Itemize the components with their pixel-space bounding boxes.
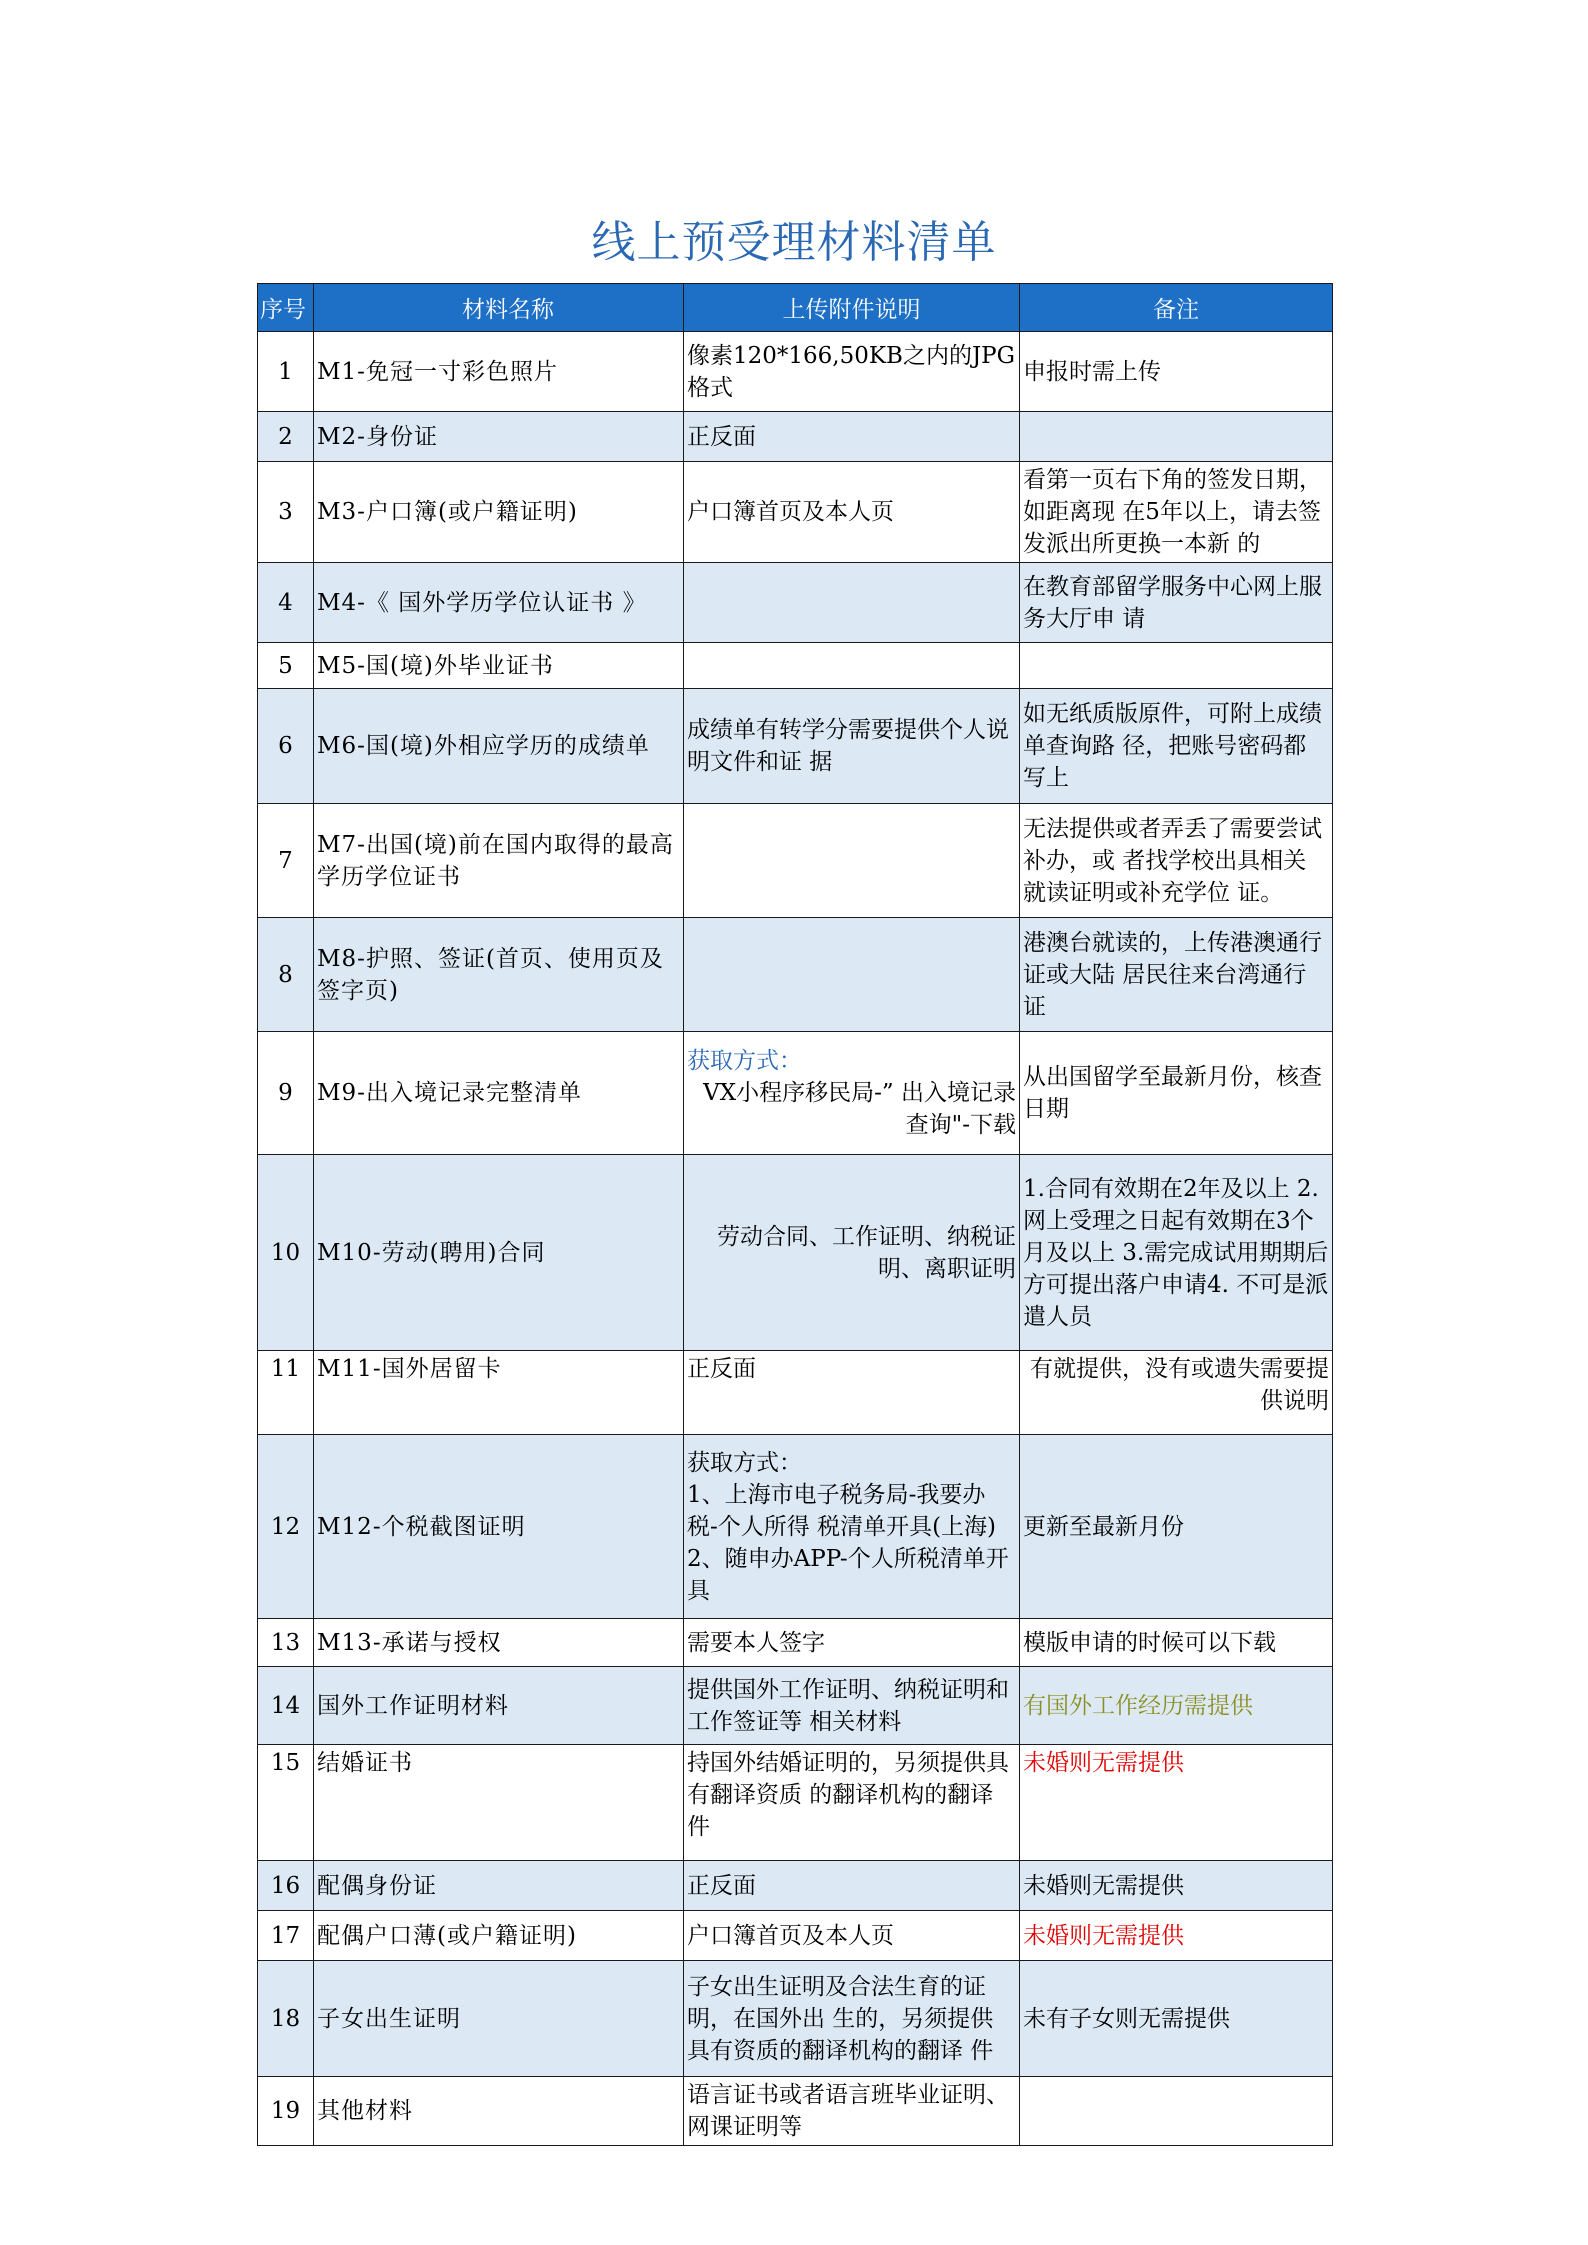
row-desc: 持国外结婚证明的，另须提供具有翻译资质 的翻译机构的翻译件 [684, 1745, 1020, 1861]
row-note: 无法提供或者弄丢了需要尝试补办，或 者找学校出具相关就读证明或补充学位 证。 [1020, 804, 1333, 918]
row-index: 11 [258, 1351, 314, 1435]
row-note: 1.合同有效期在2年及以上 2.网上受理之日起有效期在3个月及以上 3.需完成试用期期后方可提出落户申请4. 不可是派遣人员 [1020, 1155, 1333, 1351]
row-note: 未有子女则无需提供 [1020, 1961, 1333, 2077]
row-name: 其他材料 [314, 2077, 684, 2146]
table-row [258, 1032, 1333, 1155]
table-row [258, 689, 1333, 804]
table-row [258, 643, 1333, 689]
desc-label: 获取方式： [687, 1048, 802, 1074]
table-header-row [258, 284, 1333, 332]
row-index: 12 [258, 1435, 314, 1619]
row-name: M5-国(境)外毕业证书 [314, 643, 684, 689]
row-name: M4-《 国外学历学位认证书 》 [314, 563, 684, 643]
page-title: 线上预受理材料清单 [591, 217, 997, 268]
row-desc: 户口簿首页及本人页 [684, 1911, 1020, 1961]
row-index: 13 [258, 1619, 314, 1667]
table-row [258, 332, 1333, 412]
row-desc [684, 1435, 1020, 1619]
header-name: 材料名称 [314, 284, 684, 332]
header-desc: 上传附件说明 [684, 284, 1020, 332]
row-desc: 成绩单有转学分需要提供个人说明文件和证 据 [684, 689, 1020, 804]
row-note: 如无纸质版原件，可附上成绩单查询路 径，把账号密码都写上 [1020, 689, 1333, 804]
row-desc: 像素120*166,50KB之内的JPG格式 [684, 332, 1020, 412]
row-name: M11-国外居留卡 [314, 1351, 684, 1435]
row-index: 10 [258, 1155, 314, 1351]
row-name: 配偶身份证 [314, 1861, 684, 1911]
row-note: 未婚则无需提供 [1020, 1861, 1333, 1911]
row-desc: 语言证书或者语言班毕业证明、网课证明等 [684, 2077, 1020, 2146]
row-desc: 需要本人签字 [684, 1619, 1020, 1667]
row-name: 子女出生证明 [314, 1961, 684, 2077]
row-note: 有国外工作经历需提供 [1020, 1667, 1333, 1745]
row-name: M1-免冠一寸彩色照片 [314, 332, 684, 412]
row-name: M3-户口簿(或户籍证明) [314, 462, 684, 563]
row-desc: 正反面 [684, 1861, 1020, 1911]
row-desc [684, 804, 1020, 918]
row-note [1020, 643, 1333, 689]
row-name: 国外工作证明材料 [314, 1667, 684, 1745]
table-row [258, 1155, 1333, 1351]
desc-line: 1、上海市电子税务局-我要办税-个人所得 税清单开具(上海) [687, 1481, 997, 1540]
row-note: 在教育部留学服务中心网上服务大厅申 请 [1020, 563, 1333, 643]
row-desc: 劳动合同、工作证明、纳税证明、离职证明 [684, 1155, 1020, 1351]
row-desc: 子女出生证明及合法生育的证明，在国外出 生的，另须提供具有资质的翻译机构的翻译 件 [684, 1961, 1020, 2077]
row-note [1020, 2077, 1333, 2146]
row-name: M7-出国(境)前在国内取得的最高学历学位证书 [314, 804, 684, 918]
row-name: M8-护照、签证(首页、使用页及签字页) [314, 918, 684, 1032]
row-index: 16 [258, 1861, 314, 1911]
table-row [258, 412, 1333, 462]
table-row [258, 1619, 1333, 1667]
materials-table [257, 283, 1333, 2146]
header-note: 备注 [1020, 284, 1333, 332]
row-name: M9-出入境记录完整清单 [314, 1032, 684, 1155]
row-index: 18 [258, 1961, 314, 2077]
row-name: 结婚证书 [314, 1745, 684, 1861]
desc-line: 2、随申办APP-个人所税清单开具 [687, 1545, 1009, 1604]
desc-line: 获取方式： [687, 1449, 802, 1476]
row-note: 看第一页右下角的签发日期，如距离现 在5年以上，请去签发派出所更换一本新 的 [1020, 462, 1333, 563]
table-row [258, 2077, 1333, 2146]
row-index: 17 [258, 1911, 314, 1961]
row-name: 配偶户口薄(或户籍证明) [314, 1911, 684, 1961]
row-name: M13-承诺与授权 [314, 1619, 684, 1667]
row-index: 9 [258, 1032, 314, 1155]
table-row [258, 1861, 1333, 1911]
row-index: 8 [258, 918, 314, 1032]
table-row [258, 1911, 1333, 1961]
table-row [258, 1745, 1333, 1861]
row-desc [684, 563, 1020, 643]
row-name: M10-劳动(聘用)合同 [314, 1155, 684, 1351]
row-desc [684, 643, 1020, 689]
table-row [258, 1667, 1333, 1745]
table-row [258, 1351, 1333, 1435]
row-note: 未婚则无需提供 [1020, 1745, 1333, 1861]
row-name: M6-国(境)外相应学历的成绩单 [314, 689, 684, 804]
row-index: 6 [258, 689, 314, 804]
row-index: 15 [258, 1745, 314, 1861]
row-index: 2 [258, 412, 314, 462]
row-desc [684, 918, 1020, 1032]
table-row [258, 563, 1333, 643]
row-desc: 户口簿首页及本人页 [684, 462, 1020, 563]
row-note: 申报时需上传 [1020, 332, 1333, 412]
row-desc [684, 1032, 1020, 1155]
row-name: M12-个税截图证明 [314, 1435, 684, 1619]
row-index: 3 [258, 462, 314, 563]
row-note: 更新至最新月份 [1020, 1435, 1333, 1619]
row-desc: 正反面 [684, 412, 1020, 462]
desc-text: VX小程序移民局-” 出入境记录查询"-下载 [703, 1080, 1016, 1138]
row-desc: 提供国外工作证明、纳税证明和工作签证等 相关材料 [684, 1667, 1020, 1745]
row-index: 4 [258, 563, 314, 643]
table-row [258, 462, 1333, 563]
row-index: 7 [258, 804, 314, 918]
row-note: 港澳台就读的，上传港澳通行证或大陆 居民往来台湾通行证 [1020, 918, 1333, 1032]
row-note [1020, 412, 1333, 462]
row-note: 从出国留学至最新月份，核查日期 [1020, 1032, 1333, 1155]
row-name: M2-身份证 [314, 412, 684, 462]
row-index: 14 [258, 1667, 314, 1745]
header-index: 序号 [258, 284, 314, 332]
row-desc: 正反面 [684, 1351, 1020, 1435]
row-index: 19 [258, 2077, 314, 2146]
table-row [258, 1961, 1333, 2077]
row-index: 5 [258, 643, 314, 689]
table-row [258, 1435, 1333, 1619]
row-note: 有就提供，没有或遗失需要提供说明 [1020, 1351, 1333, 1435]
table-row [258, 918, 1333, 1032]
row-index: 1 [258, 332, 314, 412]
row-note: 未婚则无需提供 [1020, 1911, 1333, 1961]
row-note: 模版申请的时候可以下载 [1020, 1619, 1333, 1667]
table-row [258, 804, 1333, 918]
